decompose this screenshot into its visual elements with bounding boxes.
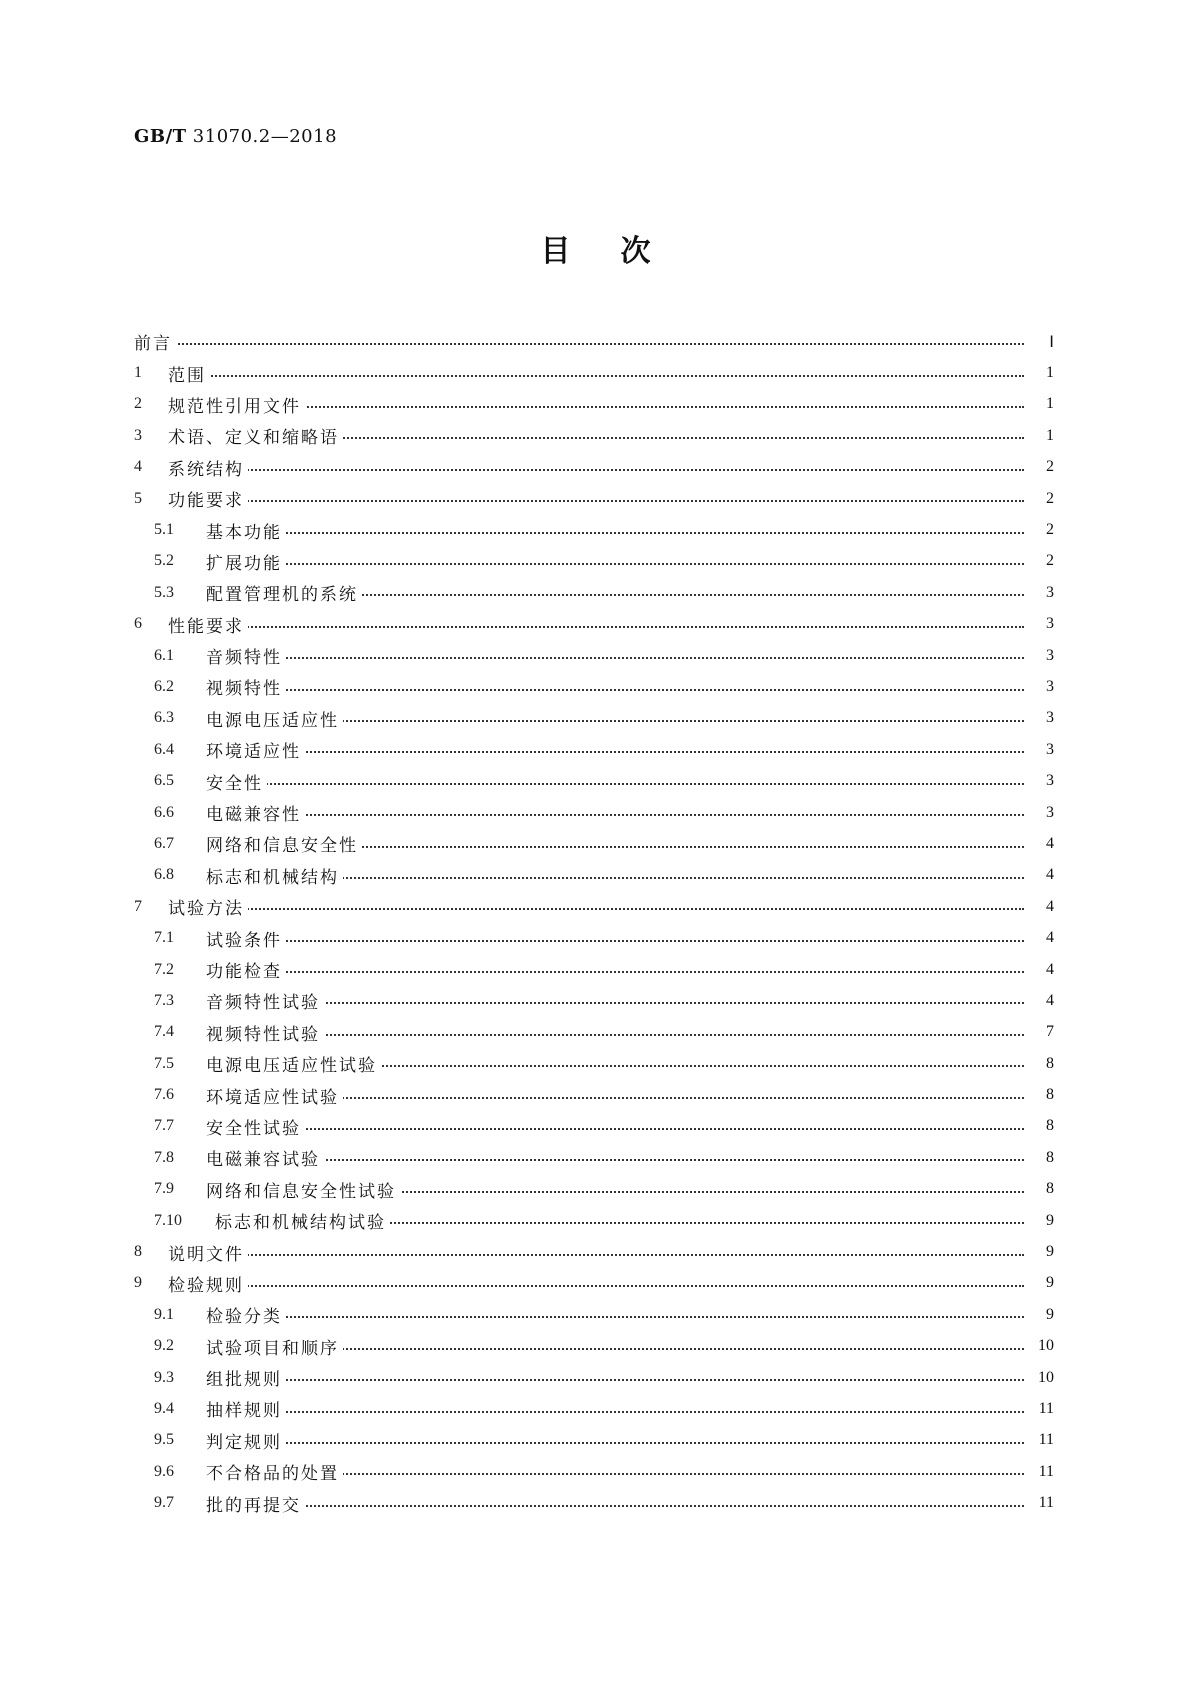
- toc-entry[interactable]: [0, 1079, 1191, 1110]
- toc-entry[interactable]: [0, 797, 1191, 828]
- toc-entry-number: 7.3: [154, 991, 174, 1009]
- toc-entry-page: 4: [1046, 897, 1054, 915]
- toc-entry-number: 7.10: [154, 1211, 182, 1229]
- toc-entry[interactable]: [0, 357, 1191, 388]
- toc-entry-number: 7.8: [154, 1148, 174, 1166]
- toc-entry[interactable]: [0, 703, 1191, 734]
- toc-dot-leader: [168, 375, 1024, 377]
- toc-dot-leader: [134, 343, 1024, 345]
- toc-dot-leader: [206, 814, 1024, 816]
- toc-entry-label: 网络和信息安全性: [206, 831, 362, 856]
- toc-entry[interactable]: [0, 1048, 1191, 1079]
- toc-entry-page: 1: [1046, 426, 1054, 444]
- toc-entry-page: 2: [1046, 458, 1054, 476]
- toc-entry[interactable]: [0, 734, 1191, 765]
- toc-entry-page: 4: [1046, 960, 1054, 978]
- toc-entry[interactable]: [0, 671, 1191, 702]
- toc-entry[interactable]: [0, 577, 1191, 608]
- toc-entry-label: 批的再提交: [206, 1491, 305, 1516]
- toc-dot-leader: [206, 1034, 1024, 1036]
- toc-entry-label: 电源电压适应性: [206, 706, 343, 731]
- toc-entry[interactable]: [0, 1456, 1191, 1487]
- toc-entry-number: 7.2: [154, 960, 174, 978]
- toc-entry-label: 安全性: [206, 769, 267, 794]
- toc-dot-leader: [206, 1505, 1024, 1507]
- toc-entry[interactable]: [0, 1236, 1191, 1267]
- toc-entry-number: 3: [134, 426, 142, 444]
- toc-entry-number: 5.1: [154, 521, 174, 539]
- toc-entry-page: 9: [1046, 1211, 1054, 1229]
- toc-entry[interactable]: [0, 1142, 1191, 1173]
- toc-entry[interactable]: [0, 326, 1191, 357]
- toc-dot-leader: [206, 1128, 1024, 1130]
- toc-dot-leader: [206, 563, 1024, 565]
- toc-entry[interactable]: [0, 640, 1191, 671]
- toc-entry-label: 音频特性: [206, 643, 286, 668]
- toc-dot-leader: [206, 1442, 1024, 1444]
- standard-code: [134, 126, 337, 147]
- toc-entry[interactable]: [0, 1111, 1191, 1142]
- toc-entry-label: 视频特性: [206, 674, 286, 699]
- toc-entry-number: 7.5: [154, 1054, 174, 1072]
- toc-entry-number: 8: [134, 1243, 142, 1261]
- toc-dot-leader: [206, 971, 1024, 973]
- toc-entry[interactable]: [0, 922, 1191, 953]
- toc-entry-page: 4: [1046, 991, 1054, 1009]
- toc-entry[interactable]: [0, 420, 1191, 451]
- toc-entry-number: 9.7: [154, 1494, 174, 1512]
- toc-title: 目次: [540, 234, 701, 269]
- toc-entry-label: 性能要求: [168, 612, 248, 637]
- toc-entry-page: 8: [1046, 1117, 1054, 1135]
- toc-entry-label: 标志和机械结构: [206, 863, 343, 888]
- toc-dot-leader: [168, 626, 1024, 628]
- toc-entry-page: 3: [1046, 677, 1054, 695]
- toc-entry-label: 扩展功能: [206, 549, 286, 574]
- toc-entry-page: 11: [1038, 1431, 1054, 1449]
- toc-entry-label: 环境适应性: [206, 737, 305, 762]
- toc-dot-leader: [206, 783, 1024, 785]
- toc-dot-leader: [206, 751, 1024, 753]
- toc-entry-number: 6.8: [154, 866, 174, 884]
- toc-dot-leader: [168, 469, 1024, 471]
- toc-entry[interactable]: [0, 1487, 1191, 1518]
- toc-entry-page: 3: [1046, 583, 1054, 601]
- toc-dot-leader: [206, 1379, 1024, 1381]
- toc-entry[interactable]: [0, 891, 1191, 922]
- toc-entry-label: 系统结构: [168, 455, 248, 480]
- toc-entry-number: 6.4: [154, 740, 174, 758]
- toc-dot-leader: [206, 1316, 1024, 1318]
- toc-entry-label: 电磁兼容试验: [206, 1145, 324, 1170]
- toc-entry-label: 检验分类: [206, 1302, 286, 1327]
- toc-entry[interactable]: [0, 1205, 1191, 1236]
- toc-dot-leader: [206, 1002, 1024, 1004]
- toc-entry-page: 10: [1038, 1368, 1054, 1386]
- toc-entry-page: 1: [1046, 364, 1054, 382]
- toc-entry-label: 说明文件: [168, 1240, 248, 1265]
- toc-entry-number: 6.7: [154, 834, 174, 852]
- toc-entry-number: 7.6: [154, 1086, 174, 1104]
- toc-dot-leader: [206, 940, 1024, 942]
- toc-dot-leader: [168, 1254, 1024, 1256]
- toc-entry-number: 7: [134, 897, 142, 915]
- toc-entry-page: 3: [1046, 646, 1054, 664]
- toc-entry-label: 功能检查: [206, 957, 286, 982]
- toc-entry-label: 视频特性试验: [206, 1020, 324, 1045]
- toc-entry-number: 5.2: [154, 552, 174, 570]
- toc-entry-label: 试验方法: [168, 894, 248, 919]
- toc-entry-label: 前言: [134, 329, 176, 354]
- toc-entry-number: 5.3: [154, 583, 174, 601]
- toc-entry-label: 抽样规则: [206, 1396, 286, 1421]
- toc-entry[interactable]: [0, 828, 1191, 859]
- toc-entry-number: 7.4: [154, 1023, 174, 1041]
- toc-entry[interactable]: [0, 389, 1191, 420]
- toc-entry[interactable]: [0, 954, 1191, 985]
- toc-entry-page: 3: [1046, 709, 1054, 727]
- toc-entry-page: 4: [1046, 929, 1054, 947]
- toc-entry-page: 9: [1046, 1243, 1054, 1261]
- toc-entry-page: 8: [1046, 1148, 1054, 1166]
- toc-entry[interactable]: [0, 1174, 1191, 1205]
- toc-entry-label: 规范性引用文件: [168, 392, 305, 417]
- toc-entry-number: 6.2: [154, 677, 174, 695]
- toc-entry[interactable]: [0, 1017, 1191, 1048]
- toc-entry[interactable]: [0, 609, 1191, 640]
- toc-entry-number: 4: [134, 458, 142, 476]
- toc-entry-page: 8: [1046, 1054, 1054, 1072]
- toc-entry-page: Ⅰ: [1049, 333, 1054, 351]
- toc-entry-page: 11: [1038, 1462, 1054, 1480]
- standard-code-prefix: GB/T: [134, 126, 187, 147]
- toc-entry-number: 9: [134, 1274, 142, 1292]
- toc-entry-number: 6: [134, 615, 142, 633]
- toc-entry[interactable]: [0, 1331, 1191, 1362]
- toc-entry-number: 9.6: [154, 1462, 174, 1480]
- toc-entry-number: 6.1: [154, 646, 174, 664]
- toc-entry-label: 试验条件: [206, 926, 286, 951]
- toc-entry-page: 2: [1046, 489, 1054, 507]
- toc-entry[interactable]: [0, 452, 1191, 483]
- toc-entry-page: 9: [1046, 1274, 1054, 1292]
- toc-entry-page: 10: [1038, 1337, 1054, 1355]
- toc-entry[interactable]: [0, 514, 1191, 545]
- toc-entry-label: 音频特性试验: [206, 988, 324, 1013]
- toc-entry-page: 4: [1046, 866, 1054, 884]
- toc-entry-page: 3: [1046, 615, 1054, 633]
- standard-code-number: 31070.2—2018: [192, 126, 338, 147]
- toc-entry-page: 1: [1046, 395, 1054, 413]
- toc-entry-page: 2: [1046, 521, 1054, 539]
- toc-entry[interactable]: [0, 1268, 1191, 1299]
- toc-entry-label: 电磁兼容性: [206, 800, 305, 825]
- toc-entry-page: 8: [1046, 1180, 1054, 1198]
- toc-entry-number: 7.9: [154, 1180, 174, 1198]
- toc-entry-number: 9.5: [154, 1431, 174, 1449]
- toc-entry-number: 7.1: [154, 929, 174, 947]
- toc-entry[interactable]: [0, 546, 1191, 577]
- toc-entry-label: 功能要求: [168, 486, 248, 511]
- toc-dot-leader: [206, 689, 1024, 691]
- toc-entry[interactable]: [0, 1299, 1191, 1330]
- toc-entry-number: 9.1: [154, 1305, 174, 1323]
- toc-dot-leader: [206, 1159, 1024, 1161]
- toc-entry-page: 9: [1046, 1305, 1054, 1323]
- toc-entry-page: 3: [1046, 772, 1054, 790]
- toc-entry[interactable]: [0, 985, 1191, 1016]
- toc-entry-page: 3: [1046, 740, 1054, 758]
- toc-entry-label: 组批规则: [206, 1365, 286, 1390]
- toc-entry-number: 9.4: [154, 1399, 174, 1417]
- toc-entry-label: 范围: [168, 361, 210, 386]
- toc-entry[interactable]: [0, 1425, 1191, 1456]
- toc-entry[interactable]: [0, 860, 1191, 891]
- toc-entry-page: 8: [1046, 1086, 1054, 1104]
- toc-entry-label: 配置管理机的系统: [206, 580, 362, 605]
- toc-entry-number: 7.7: [154, 1117, 174, 1135]
- toc-entry-label: 电源电压适应性试验: [206, 1051, 381, 1076]
- toc-dot-leader: [168, 1285, 1024, 1287]
- toc-entry-number: 5: [134, 489, 142, 507]
- toc-entry-label: 试验项目和顺序: [206, 1334, 343, 1359]
- toc-entry-page: 11: [1038, 1494, 1054, 1512]
- toc-entry-label: 术语、定义和缩略语: [168, 423, 343, 448]
- toc-entry-number: 1: [134, 364, 142, 382]
- toc-entry-number: 6.6: [154, 803, 174, 821]
- toc-entry-number: 6.3: [154, 709, 174, 727]
- toc-entry-label: 网络和信息安全性试验: [206, 1177, 400, 1202]
- toc-entry[interactable]: [0, 765, 1191, 796]
- toc-entry[interactable]: [0, 483, 1191, 514]
- toc-dot-leader: [168, 500, 1024, 502]
- toc-entry-label: 判定规则: [206, 1428, 286, 1453]
- toc-entry-number: 9.2: [154, 1337, 174, 1355]
- toc-entry[interactable]: [0, 1393, 1191, 1424]
- toc-entry-label: 不合格品的处置: [206, 1459, 343, 1484]
- toc-entry-label: 基本功能: [206, 518, 286, 543]
- toc-entry-page: 4: [1046, 834, 1054, 852]
- toc-entry-page: 11: [1038, 1399, 1054, 1417]
- toc-dot-leader: [206, 657, 1024, 659]
- toc-dot-leader: [206, 1411, 1024, 1413]
- toc-entry-page: 7: [1046, 1023, 1054, 1041]
- toc-dot-leader: [206, 532, 1024, 534]
- toc-entry-number: 6.5: [154, 772, 174, 790]
- toc-dot-leader: [168, 908, 1024, 910]
- toc-entry-page: 2: [1046, 552, 1054, 570]
- toc-entry-number: 9.3: [154, 1368, 174, 1386]
- toc-entry-label: 环境适应性试验: [206, 1083, 343, 1108]
- toc-entry-label: 检验规则: [168, 1271, 248, 1296]
- toc-list: [0, 326, 1191, 1519]
- toc-entry-label: 安全性试验: [206, 1114, 305, 1139]
- toc-entry-number: 2: [134, 395, 142, 413]
- toc-entry-page: 3: [1046, 803, 1054, 821]
- toc-entry-label: 标志和机械结构试验: [215, 1208, 390, 1233]
- toc-entry[interactable]: [0, 1362, 1191, 1393]
